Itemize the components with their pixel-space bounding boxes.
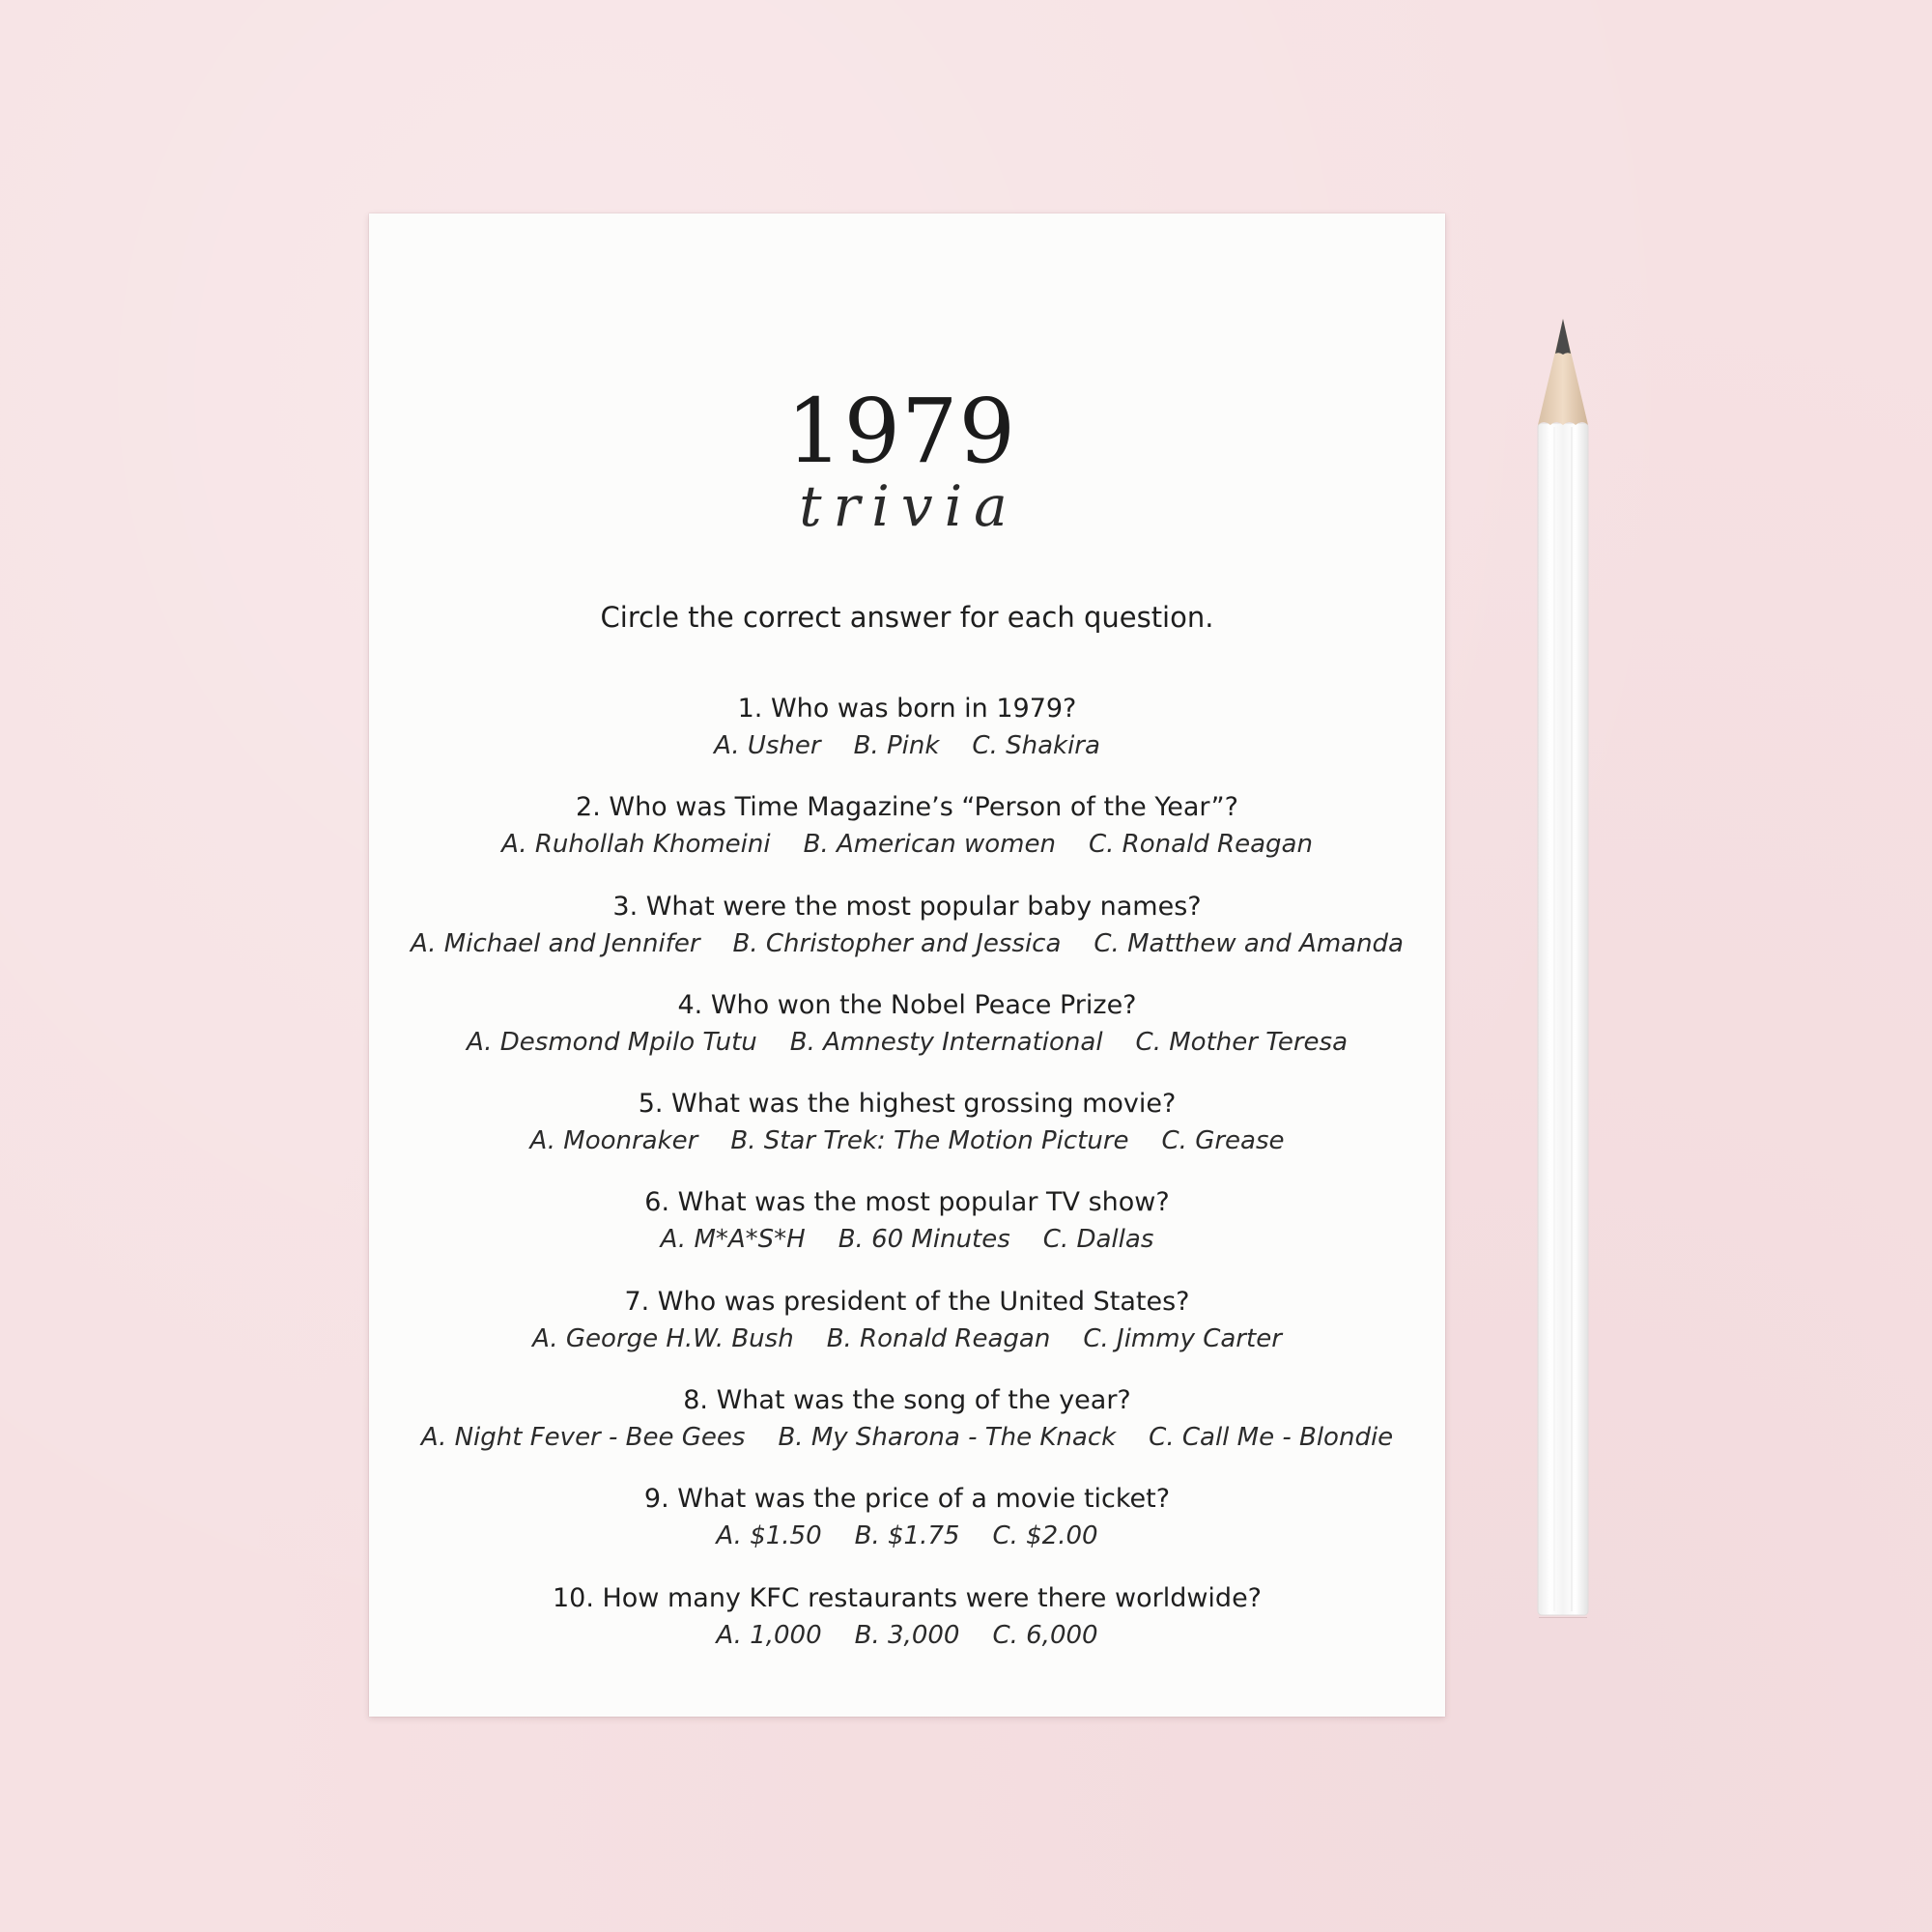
answer-option-b[interactable]: B. 60 Minutes [838, 1225, 1010, 1255]
answer-option-c[interactable]: C. Ronald Reagan [1088, 830, 1313, 860]
answer-option-c[interactable]: C. Mother Teresa [1135, 1027, 1349, 1057]
answer-option-b[interactable]: B. 3,000 [854, 1620, 960, 1650]
question-item [369, 691, 1445, 789]
answer-row [369, 1024, 1445, 1061]
question-list [369, 691, 1445, 1679]
question-text: 8. What was the song of the year? [683, 1385, 1131, 1416]
answer-option-b[interactable]: B. My Sharona - The Knack [778, 1423, 1117, 1453]
question-text: 6. What was the most popular TV show? [644, 1187, 1170, 1218]
title-script: trivia [799, 473, 1019, 539]
answer-option-b[interactable]: B. Pink [853, 731, 940, 760]
answer-row [369, 826, 1445, 863]
answer-option-a[interactable]: A. M*A*S*H [660, 1225, 806, 1255]
question-item [369, 1382, 1445, 1481]
answer-option-c[interactable]: C. Jimmy Carter [1083, 1323, 1282, 1353]
question-text: 10. How many KFC restaurants were there worldwide? [552, 1582, 1263, 1613]
question-item [369, 789, 1445, 888]
answer-option-a[interactable]: A. 1,000 [716, 1620, 822, 1650]
question-text: 2. Who was Time Magazine’s “Person of the Year”? [576, 792, 1238, 823]
answer-option-c[interactable]: C. Call Me - Blondie [1149, 1423, 1394, 1453]
answer-option-c[interactable]: C. Shakira [972, 731, 1100, 760]
answer-option-b[interactable]: B. Star Trek: The Motion Picture [730, 1126, 1129, 1156]
question-item [369, 889, 1445, 987]
answer-option-c[interactable]: C. Grease [1161, 1126, 1285, 1156]
answer-option-c[interactable]: C. 6,000 [992, 1620, 1098, 1650]
answer-option-c[interactable]: C. $2.00 [992, 1521, 1098, 1551]
answer-row [369, 1617, 1445, 1654]
answer-row [369, 1221, 1445, 1258]
answer-option-a[interactable]: A. Usher [714, 731, 821, 760]
question-text: 9. What was the price of a movie ticket? [643, 1484, 1171, 1515]
answer-option-c[interactable]: C. Matthew and Amanda [1094, 928, 1404, 958]
question-item [369, 1481, 1445, 1579]
question-text: 5. What was the highest grossing movie? [638, 1089, 1177, 1120]
question-text: 3. What were the most popular baby names? [612, 891, 1202, 922]
answer-row [369, 1122, 1445, 1159]
title-year: 1979 [785, 380, 1017, 483]
answer-option-a[interactable]: A. Ruhollah Khomeini [501, 830, 771, 860]
answer-option-a[interactable]: A. George H.W. Bush [532, 1323, 794, 1353]
question-text: 4. Who won the Nobel Peace Prize? [677, 989, 1137, 1020]
answer-option-c[interactable]: C. Dallas [1042, 1225, 1154, 1255]
answer-option-b[interactable]: B. Amnesty International [789, 1027, 1103, 1057]
question-item [369, 1580, 1445, 1679]
answer-option-b[interactable]: B. Christopher and Jessica [732, 928, 1062, 958]
instructions: Circle the correct answer for each question. [600, 601, 1214, 634]
pencil-icon [1536, 319, 1590, 1618]
answer-option-b[interactable]: B. Ronald Reagan [826, 1323, 1051, 1353]
answer-row [369, 727, 1445, 764]
answer-option-a[interactable]: A. Desmond Mpilo Tutu [466, 1027, 757, 1057]
answer-option-a[interactable]: A. $1.50 [716, 1521, 822, 1551]
question-text: 7. Who was president of the United States? [624, 1286, 1190, 1317]
question-item [369, 1184, 1445, 1283]
answer-option-a[interactable]: A. Night Fever - Bee Gees [420, 1423, 746, 1453]
answer-row [369, 925, 1445, 962]
question-item [369, 987, 1445, 1086]
question-text: 1. Who was born in 1979? [737, 694, 1077, 724]
answer-row [369, 1419, 1445, 1456]
question-item [369, 1086, 1445, 1184]
question-item [369, 1284, 1445, 1382]
answer-option-b[interactable]: B. $1.75 [854, 1521, 960, 1551]
trivia-sheet [369, 213, 1445, 1717]
answer-option-a[interactable]: A. Moonraker [529, 1126, 698, 1156]
answer-row [369, 1321, 1445, 1357]
answer-option-a[interactable]: A. Michael and Jennifer [411, 928, 700, 958]
answer-option-b[interactable]: B. American women [803, 830, 1056, 860]
answer-row [369, 1518, 1445, 1554]
